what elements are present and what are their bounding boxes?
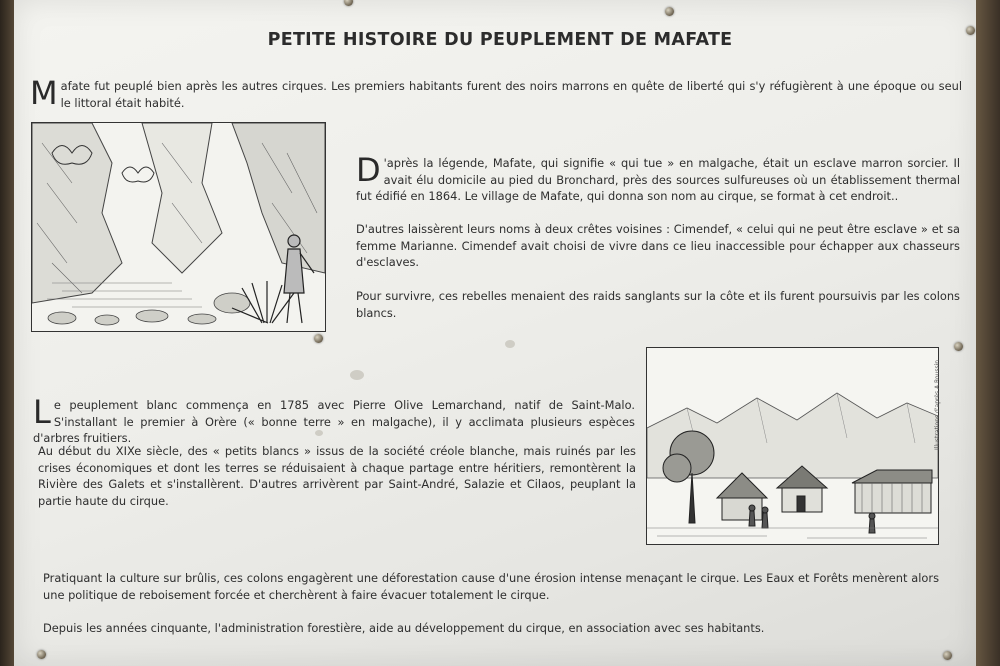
white-settlement-text: e peuplement blanc commença en 1785 avec Pierre Olive Lemarchand, natif de Saint-Malo. S'installant le premier à Orère (« bonne terre » en malgache), il y acclimata plusieurs espèces d'arbres fruitiers.: [33, 398, 635, 445]
sign-frame-right: [974, 0, 1000, 666]
burning-paragraph: Pratiquant la culture sur brûlis, ces colons engagèrent une déforestation cause d'une érosion intense menaçant le cirque. Les Eaux et Forêts menèrent alors une politique de reboisement forcée et cherchèrent à faire évacuer totalement le cirque.: [43, 571, 939, 602]
fifties-paragraph: Depuis les années cinquante, l'administration forestière, aide au développement du cirque, en association avec ses habitants.: [43, 621, 765, 635]
nineteenth-century-paragraph: Au début du XIXe siècle, des « petits blancs » issus de la société créole blanche, mais ruinés par les crises économiques et dont les terres se réduisaient à chaque partage entre héritiers, remontèrent la Rivière des Galets et s'installèrent. D'autres arrivèrent par Saint-André, Salazie et Cilaos, peuplant la partie haute du cirque.: [38, 444, 636, 508]
legend-paragraph: [356, 151, 960, 205]
screw: [665, 7, 674, 16]
illustration-credit: Illustrations d'après A.Roussin: [934, 359, 941, 450]
intro-text: afate fut peuplé bien après les autres cirques. Les premiers habitants furent des noirs marrons en quête de liberté qui s'y réfugièrent à une époque ou seul le littoral était habité.: [60, 79, 962, 110]
village-illustration: [646, 347, 939, 545]
screw: [943, 651, 952, 660]
gorge-illustration: [31, 122, 326, 332]
survive-paragraph: Pour survivre, ces rebelles menaient des raids sanglants sur la côte et ils furent poursuivis par les colons blancs.: [356, 289, 960, 320]
legend-text: 'après la légende, Mafate, qui signifie « qui tue » en malgache, était un esclave marron sorcier. Il avait élu domicile au pied du Bronchard, près des sources sulfureuses où un établissement thermal fut édifié en 1864. Le village de Mafate, qui donna son nom au cirque, se format à cet endroit..: [356, 156, 960, 203]
screw: [314, 334, 323, 343]
page-title: PETITE HISTOIRE DU PEUPLEMENT DE MAFATE: [267, 30, 733, 50]
stain: [350, 370, 364, 380]
screw: [954, 342, 963, 351]
dropcap: M: [30, 74, 58, 112]
dropcap: D: [356, 151, 381, 189]
stain: [505, 340, 515, 348]
white-settlement-paragraph: [33, 393, 635, 447]
dropcap: L: [33, 393, 51, 431]
others-paragraph: D'autres laissèrent leurs noms à deux crêtes voisines : Cimendef, « celui qui ne peut être esclave » et sa femme Marianne. Cimendef avait choisi de vivre dans ce lieu inaccessible pour échapper aux chasseurs d'esclaves.: [356, 222, 960, 269]
screw: [37, 650, 46, 659]
intro-paragraph: [30, 74, 962, 112]
